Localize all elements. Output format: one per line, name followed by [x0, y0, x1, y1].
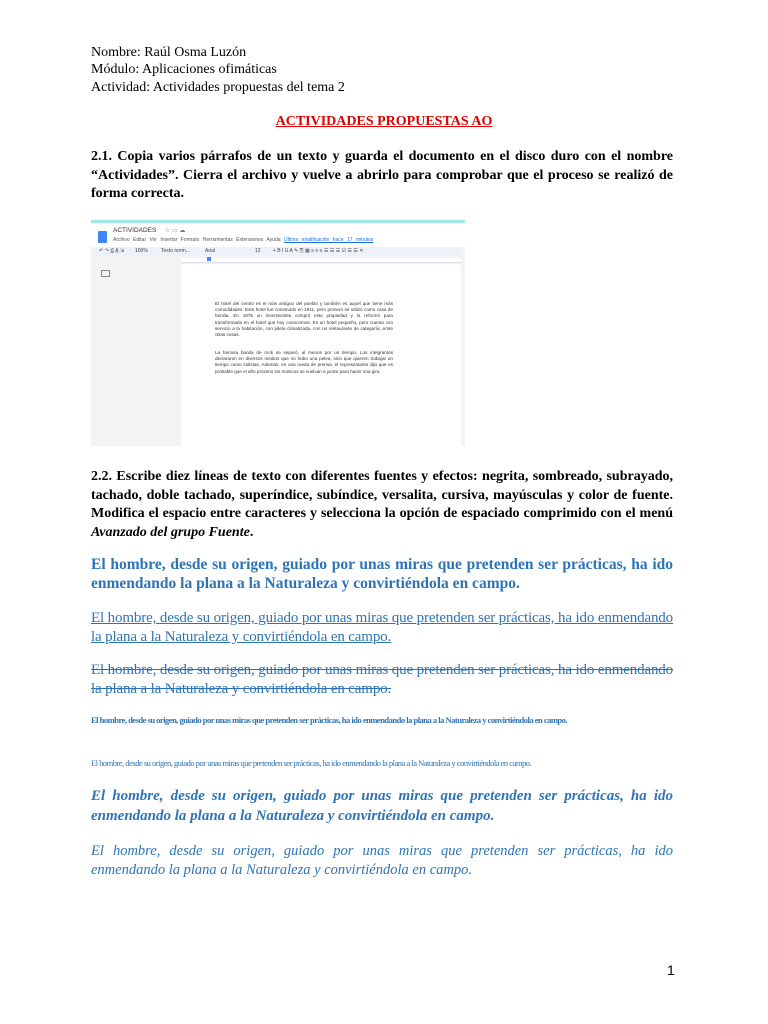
header-module: Módulo: Aplicaciones ofimáticas [91, 62, 277, 77]
docs-app-bar [91, 223, 465, 247]
docs-logo-icon [98, 231, 107, 243]
sample-underline: El hombre, desde su origen, guiado por unas miras que pretenden ser prácticas, ha ido enmendando la plana a la Naturaleza y convirtiéndola en campo. [91, 610, 673, 645]
docs-paragraph-1: El hotel del centro es el más antiguo del pueblo y también es aquel que tiene más comodidades. Este hotel fue construido en 1911, pero primero se utilizó como casa de familia. En 1975 un inversionista compró esta propiedad y la reformó para transformarla en el hotel que hoy conocemos. Es un hotel pequeño, pero cuenta con servicio a la habitación, con pileta climatizada, con un restaurante de categoría, entre otras cosas. [215, 301, 393, 338]
docs-title: ACTIVIDADES [113, 227, 157, 234]
last-edit-link: Última modificación hace 17 minutos [283, 237, 374, 243]
sample-bold: El hombre, desde su origen, guiado por unas miras que pretenden ser prácticas, ha ido enmendando la plana a la Naturaleza y convirtiéndola en campo. [91, 556, 673, 592]
docs-ruler [181, 258, 461, 263]
docs-menu-items: Archivo Editar Ver Insertar Formato Herramientas Extensiones Ayuda [113, 237, 281, 243]
zoom-select: 100% [135, 248, 148, 254]
sample-strikethrough: El hombre, desde su origen, guiado por unas miras que pretenden ser prácticas, ha ido enmendando la plana a la Naturaleza y convirtiéndola en campo. [91, 662, 673, 697]
docs-paragraph-2: La famosa banda de rock se separó, al menos por un tiempo. Los integrantes declararon en diversos medios que no hubo una pelea, sino que quieren trabajar un tiempo como solistas. Además, en una rueda de prensa, el representante dijo que es probable que el año próximo los músicos se vuelvan a juntar para hacer una gira. [215, 350, 393, 374]
task-2-2-lead: 2.2. Escribe diez líneas de texto con diferentes fuentes y efectos: negrita, sombreado, subrayado, tachado, doble tachado, superíndice, subíndice, versalita, cursiva, mayúsculas y color de fuente. Modifica el espacio entre caracteres y selecciona la opción de espaciado comprimido con el menú [91, 469, 673, 521]
outline-icon [101, 270, 110, 277]
style-select: Texto norm... [161, 248, 190, 254]
font-select: Arial [205, 248, 216, 254]
size-select: 12 [255, 248, 261, 254]
sample-italic: El hombre, desde su origen, guiado por unas miras que pretenden ser prácticas, ha ido enmendando la plana a la Naturaleza y convirtiéndola en campo. [91, 843, 673, 878]
header-activity: Actividad: Actividades propuestas del tema 2 [91, 80, 345, 95]
header-name: Nombre: Raúl Osma Luzón [91, 45, 247, 60]
docs-toolbar [95, 247, 461, 256]
task-2-2 [91, 468, 673, 542]
docs-menu [113, 237, 373, 243]
sample-condensed: El hombre, desde su origen, guiado por unas miras que pretenden ser prácticas, ha ido enmendando la plana a la Naturaleza y convirtiéndola en campo. [91, 758, 532, 768]
star-folder-cloud-icon: ☆ ▭ ☁ [165, 228, 186, 234]
task-2-1: 2.1. Copia varios párrafos de un texto y guarda el documento en el disco duro con el nombre “Actividades”. Cierra el archivo y vuelve a abrirlo para comprobar que el proceso se realizó de forma correcta. [91, 149, 673, 201]
google-docs-screenshot [91, 220, 465, 446]
format-icons: + B I U A ✎ ⎘ ▦ ≡ ≡ ≡ ☰ ☰ ☰ ☑ ☰ ☰ ✕ [273, 248, 364, 254]
sample-condensed-bold: El hombre, desde su origen, guiado por unas miras que pretenden ser prácticas, ha ido enmendando la plana a la Naturaleza y convirtiéndola en campo. [91, 715, 568, 725]
toolbar-icons-left: ↶ ↷ ⎙ A̲ ⇲ [99, 248, 125, 254]
document-title: ACTIVIDADES PROPUESTAS AO [275, 114, 493, 129]
sample-bold-italic: El hombre, desde su origen, guiado por unas miras que pretenden ser prácticas, ha ido enmendando la plana a la Naturaleza y convirtiéndola en campo. [91, 788, 673, 824]
ruler-indent-marker [207, 257, 211, 261]
task-2-2-emphasis: Avanzado del grupo Fuente [91, 524, 250, 540]
task-2-2-end: . [249, 524, 254, 540]
page-number: 1 [667, 962, 675, 978]
